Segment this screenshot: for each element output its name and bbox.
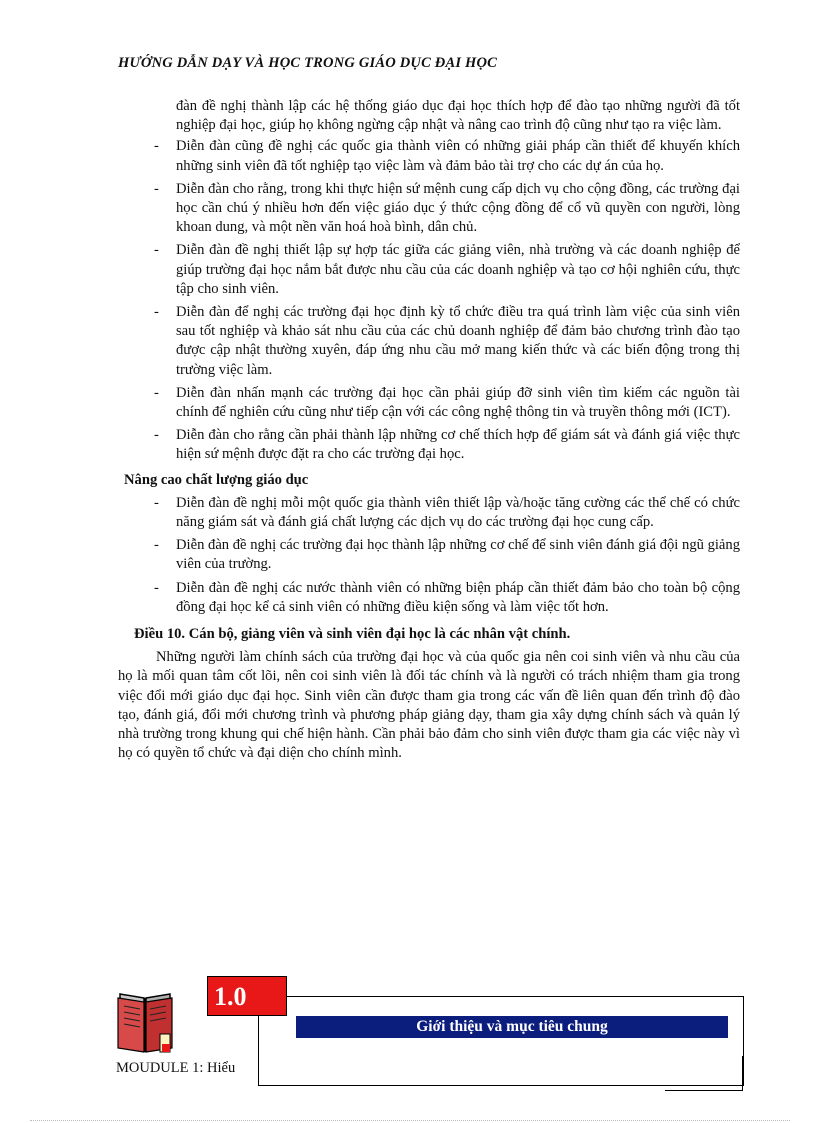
module-number-box: 1.0 <box>207 976 287 1016</box>
list-item <box>118 384 740 422</box>
module-banner <box>0 970 816 1110</box>
bullet-list-quality <box>118 494 740 617</box>
list-item-text: Diễn đàn nhấn mạnh các trường đại học cần phải giúp đỡ sinh viên tìm kiếm các nguồn tài chính để nghiên cứu cũng như tiếp cận với các công nghệ thông tin và truyền thông mới (ICT). <box>176 384 740 421</box>
bullet-dash: - <box>154 537 159 554</box>
section-heading-quality: Nâng cao chất lượng giáo dục <box>124 471 309 488</box>
bullet-dash: - <box>154 494 159 511</box>
article-10-body: Những người làm chính sách của trường đại học và của quốc gia nên coi sinh viên và nhu cầu của họ là mối quan tâm cốt lõi, nên coi sinh viên là đối tác chính và là người có trách nhiệm tham gia trong việc đổi mới giáo dục đại học. Sinh viên cần được tham gia trong các vấn đề liên quan đến trình độ đào tạo, đánh giá, đổi mới chương trình và phương pháp giảng dạy, tham gia xây dựng chính sách và quản lý nhà trường trong khung qui chế hiện hành. Cần phải bảo đảm cho sinh viên được tham gia các việc này vì họ có quyền tổ chức và đại diện cho chính mình. <box>118 649 740 762</box>
bullet-dash: - <box>154 427 159 444</box>
module-title-bar: Giới thiệu và mục tiêu chung <box>296 1016 728 1038</box>
running-header: HƯỚNG DẪN DẠY VÀ HỌC TRONG GIÁO DỤC ĐẠI HỌC <box>118 55 498 71</box>
list-item <box>118 426 740 464</box>
list-item-text: Diễn đàn để nghị các trường đại học định kỳ tổ chức điều tra quá trình làm việc của sinh viên sau tốt nghiệp và khảo sát nhu cầu của các chủ doanh nghiệp để đảm bảo chương trình đào tạo được cập nhật thường xuyên, đáp ứng nhu cầu mở mang kiến thức và các biến động trong thị trường việc làm. <box>176 304 740 378</box>
document-body <box>118 97 740 764</box>
module-footer-label: MOUDULE 1: Hiểu <box>116 1060 236 1076</box>
article-10-heading: Điều 10. Cán bộ, giảng viên và sinh viên đại học là các nhân vật chính. <box>134 626 571 643</box>
bullet-dash: - <box>154 180 159 197</box>
list-item <box>118 180 740 238</box>
list-item-text: Diễn đàn đề nghị thiết lập sự hợp tác giữa các giảng viên, nhà trường và các doanh nghiệp để giúp trường đại học nắm bắt được nhu cầu của các doanh nghiệp và tạo cơ hội nghiên cứu, thực tập cho sinh viên. <box>176 242 740 297</box>
bullet-dash: - <box>154 579 159 596</box>
list-item <box>118 494 740 532</box>
list-item <box>118 579 740 617</box>
bullet-list-a <box>118 137 740 464</box>
list-item-text: Diễn đàn đề nghị các nước thành viên có những biện pháp cần thiết đảm bảo cho toàn bộ cộng đồng đại học kể cả sinh viên có những điều kiện sống và làm việc tốt hơn. <box>176 579 740 615</box>
bullet-dash: - <box>154 242 159 259</box>
intro-continuation: đàn đề nghị thành lập các hệ thống giáo dục đại học thích hợp để đào tạo những người đã tốt nghiệp đại học, giúp họ không ngừng cập nhật và nâng cao trình độ cũng như tạo ra việc làm. <box>176 98 740 134</box>
list-item-text: Diễn đàn đề nghị mỗi một quốc gia thành viên thiết lập và/hoặc tăng cường các thể chế có chức năng giám sát và đánh giá chất lượng các dịch vụ do các trường đại học cung cấp. <box>176 494 740 531</box>
list-item-text: Diễn đàn cho rằng cần phải thành lập những cơ chế thích hợp để giám sát và đánh giá việc thực hiện sứ mệnh được đặt ra cho các trường đại học. <box>176 427 740 463</box>
list-item-text: Diễn đàn cũng đề nghị các quốc gia thành viên có những giải pháp cần thiết để khuyến khích những sinh viên đã tốt nghiệp tạo việc làm và đảm bảo tài trợ cho các dự án của họ. <box>176 138 740 174</box>
list-item <box>118 137 740 175</box>
list-item-text: Diễn đàn cho rằng, trong khi thực hiện sứ mệnh cung cấp dịch vụ cho cộng đồng, các trường đại học cần chú ý nhiều hơn đến việc giáo dục ý thức cộng đồng để cổ vũ quyền con người, lòng khoan dung, và một nền văn hoá hoà bình, dân chủ. <box>176 180 740 236</box>
list-item <box>118 536 740 574</box>
open-book-icon <box>116 986 174 1060</box>
bullet-dash: - <box>154 304 159 321</box>
bullet-dash: - <box>154 384 159 401</box>
page-bottom-divider <box>30 1120 790 1121</box>
bullet-dash: - <box>154 138 159 155</box>
list-item <box>118 303 740 380</box>
list-item <box>118 241 740 299</box>
module-frame-corner <box>665 1056 743 1091</box>
list-item-text: Diễn đàn đề nghị các trường đại học thành lập những cơ chế để sinh viên đánh giá đội ngũ giảng viên của trường. <box>176 537 740 573</box>
